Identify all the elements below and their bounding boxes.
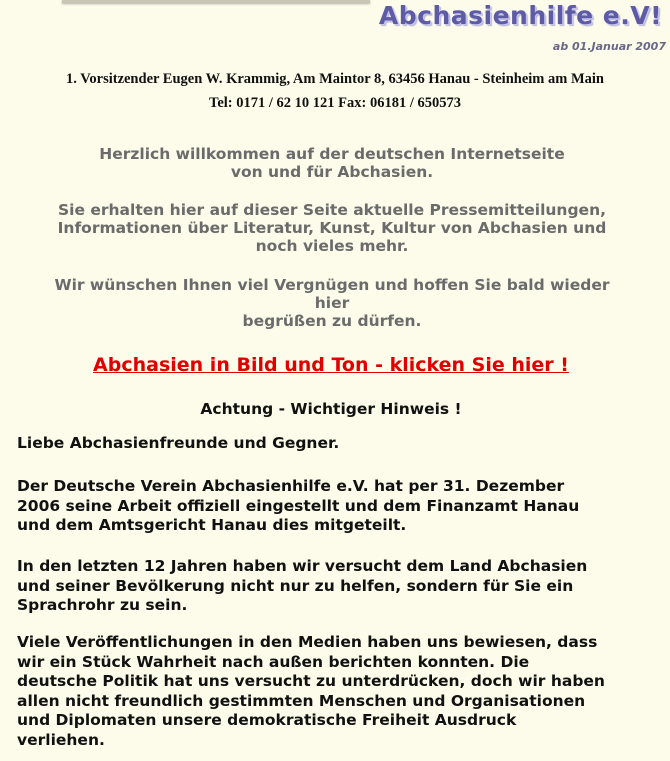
address-line: 1. Vorsitzender Eugen W. Krammig, Am Maintor 8, 63456 Hanau - Steinheim am Main (66, 71, 604, 87)
text-line: Informationen über Literatur, Kunst, Kultur von Abchasien und (57, 219, 607, 237)
welcome-paragraph (20, 145, 644, 181)
text-line: In den letzten 12 Jahren haben wir versucht dem Land Abchasien (17, 557, 588, 575)
text-line: begrüßen zu dürfen. (242, 312, 422, 330)
text-line: Der Deutsche Verein Abchasienhilfe e.V. hat per 31. Dezember (17, 477, 565, 495)
media-link[interactable]: Abchasien in Bild und Ton - klicken Sie hier ! (93, 354, 569, 376)
top-divider-bar (62, 0, 370, 3)
contact-line: Tel: 0171 / 62 10 121 Fax: 06181 / 650573 (208, 95, 461, 111)
text-line: Wir wünschen Ihnen viel Vergnügen und hoffen Sie bald wieder (54, 276, 610, 294)
text-line: von und für Abchasien. (230, 163, 434, 181)
wish-paragraph (20, 276, 644, 330)
text-line: Sie erhalten hier auf dieser Seite aktuelle Pressemitteilungen, (57, 201, 606, 219)
greeting-paragraph (17, 434, 665, 454)
text-line: Herzlich willkommen auf der deutschen Internetseite (99, 145, 565, 163)
text-line: Sprachrohr zu sein. (17, 596, 188, 614)
text-line: 2006 seine Arbeit offiziell eingestellt und dem Finanzamt Hanau (17, 496, 580, 515)
info-paragraph (20, 201, 644, 255)
text-line: Liebe Abchasienfreunde und Gegner. (17, 434, 340, 452)
site-logo[interactable]: Abchasienhilfe e.V! (378, 1, 662, 30)
text-line: noch vieles mehr. (255, 237, 409, 255)
since-date: ab 01.Januar 2007 (552, 40, 666, 53)
text-line: hier (314, 294, 350, 312)
text-line: allen nicht freundlich gestimmten Menschen und Organisationen (17, 691, 586, 710)
text-line: verliehen. (17, 730, 105, 749)
text-line: Viele Veröffentlichungen in den Medien haben uns bewiesen, dass (17, 633, 598, 651)
closure-paragraph (17, 477, 665, 536)
text-line: und Diplomaten unsere demokratische Freiheit Ausdruck (17, 711, 517, 729)
text-line: und dem Amtsgericht Hanau dies mitgeteilt. (17, 516, 407, 534)
text-line: wir ein Stück Wahrheit nach außen berichten konnten. Die (17, 652, 530, 671)
text-line: deutsche Politik hat uns versucht zu unterdrücken, doch wir haben (17, 672, 605, 690)
history-paragraph (17, 557, 665, 616)
notice-heading: Achtung - Wichtiger Hinweis ! (200, 400, 462, 418)
text-line: und seiner Bevölkerung nicht nur zu helfen, sondern für Sie ein (17, 576, 574, 595)
media-paragraph (17, 633, 665, 750)
